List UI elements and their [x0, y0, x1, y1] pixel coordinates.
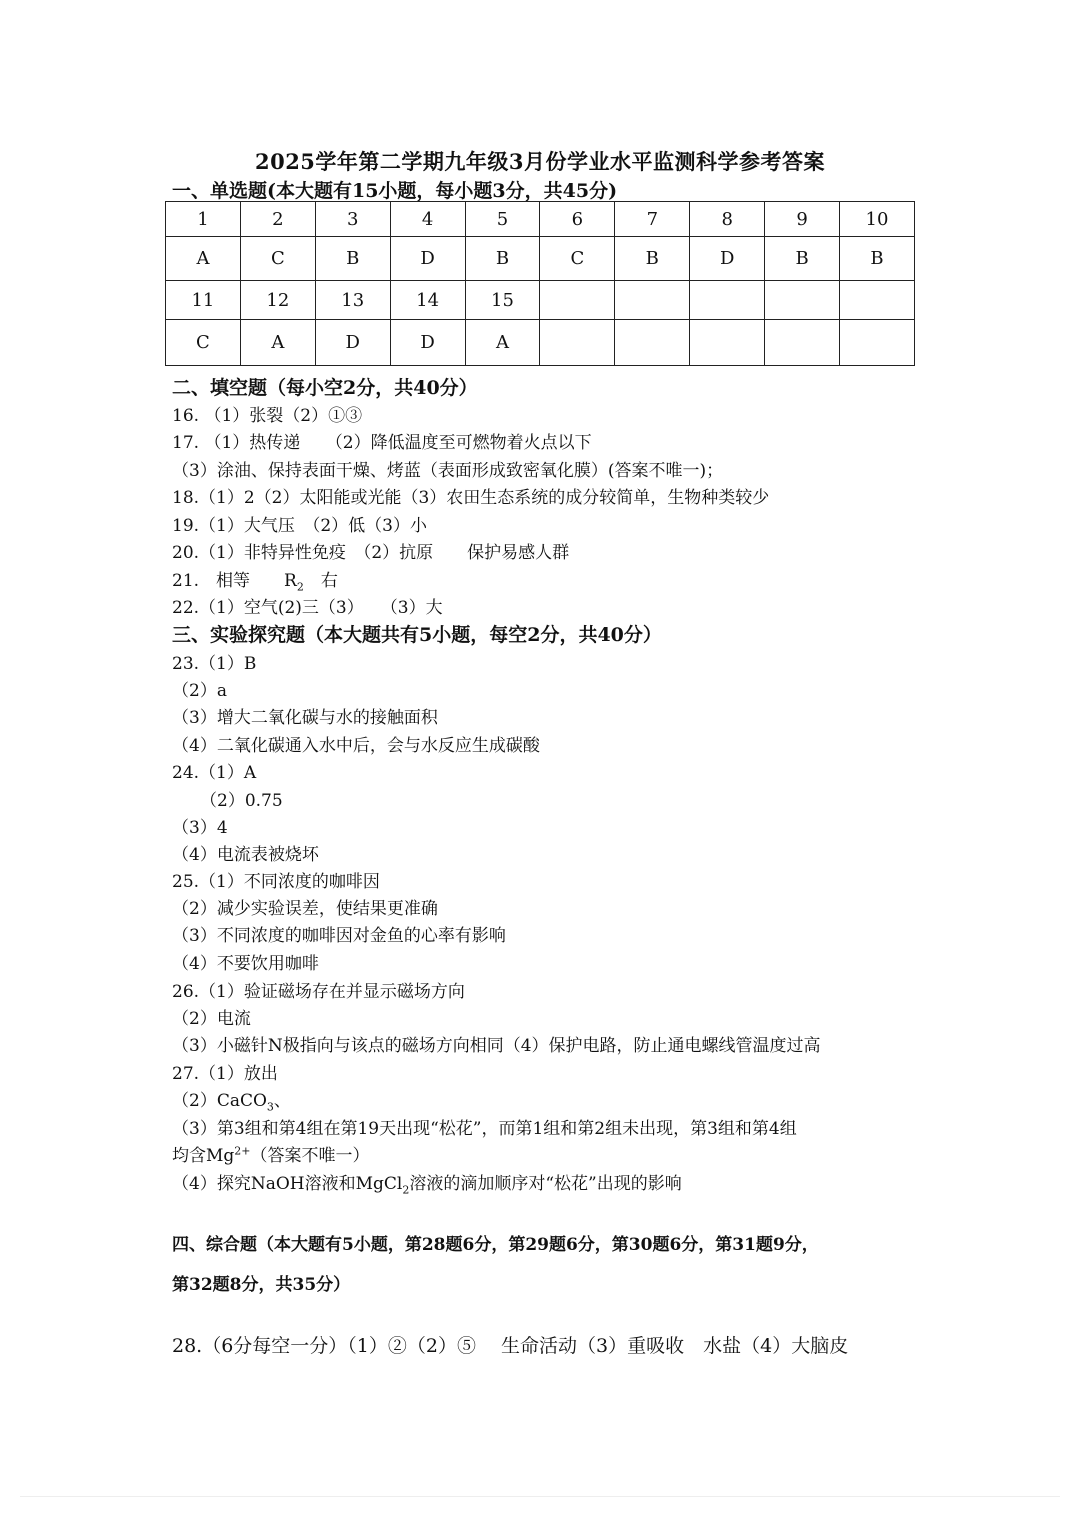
empty-cell [840, 281, 915, 320]
section2-heading: 二、填空题（每小空2分，共40分） [172, 377, 478, 399]
section1-heading: 一、单选题(本大题有15小题，每小题3分，共45分) [172, 180, 618, 202]
mg-superscript: 2+ [234, 1144, 251, 1158]
answer-line-25-1: 25.（1）不同浓度的咖啡因 [172, 872, 380, 892]
answer-line-23-3: （3）增大二氧化碳与水的接触面积 [172, 708, 438, 728]
answer-line-20: 20.（1）非特异性免疫 （2）抗原 保护易感人群 [172, 543, 570, 563]
caco3-text: （2）CaCO [172, 1091, 267, 1111]
section4-heading-line1: 四、综合题（本大题有5小题，第28题6分，第29题6分，第30题6分，第31题9分， [172, 1235, 819, 1255]
question-number-cell: 1 [166, 202, 241, 237]
answer-cell: C [540, 237, 615, 281]
answer-line-27-1: 27.（1）放出 [172, 1064, 278, 1084]
answer-line-23-2: （2）a [172, 681, 227, 701]
answer-line-25-3: （3）不同浓度的咖啡因对金鱼的心率有影响 [172, 926, 506, 946]
empty-cell [690, 320, 765, 366]
table-row [166, 202, 915, 237]
answer-line-26-2: （2）电流 [172, 1009, 251, 1029]
empty-cell [540, 281, 615, 320]
answer-cell: C [240, 237, 315, 281]
caco3-tail: 、 [273, 1091, 291, 1111]
question-number-cell: 8 [690, 202, 765, 237]
empty-cell [690, 281, 765, 320]
answer-cell: A [240, 320, 315, 366]
answer-cell: B [840, 237, 915, 281]
answer-line-23-1: 23.（1）B [172, 654, 257, 674]
answer-line-26-3: （3）小磁针N极指向与该点的磁场方向相同（4）保护电路，防止通电螺线管温度过高 [172, 1036, 821, 1056]
answer-line-18: 18.（1）2（2）太阳能或光能（3）农田生态系统的成分较简单，生物种类较少 [172, 488, 770, 508]
mg-tail: （答案不唯一） [250, 1146, 370, 1166]
answer-line-26-1: 26.（1）验证磁场存在并显示磁场方向 [172, 982, 465, 1002]
empty-cell [765, 281, 840, 320]
answer-line-27-4 [172, 1169, 682, 1196]
answer-cell: C [166, 320, 241, 366]
q21-tail: 右 [303, 571, 338, 591]
q21-subscript: 2 [296, 580, 304, 594]
question-number-cell: 11 [166, 281, 241, 320]
answer-line-28: 28.（6分每空一分）（1）②（2）⑤ 生命活动（3）重吸收 水盐（4）大脑皮 [172, 1335, 849, 1357]
answer-cell: B [765, 237, 840, 281]
answer-line-21 [172, 566, 338, 593]
question-number-cell: 14 [390, 281, 465, 320]
question-number-cell: 5 [465, 202, 540, 237]
mgcl-tail: 溶液的滴加顺序对“松花”出现的影响 [409, 1174, 682, 1194]
answer-line-22: 22.（1）空气(2)三（3） （3）大 [172, 598, 443, 618]
page-title: 2025学年第二学期九年级3月份学业水平监测科学参考答案 [254, 149, 826, 174]
answer-cell: D [390, 237, 465, 281]
answer-line-16: 16. （1）张裂（2）①③ [172, 406, 363, 426]
answer-line-27-2 [172, 1086, 291, 1113]
answer-cell: B [615, 237, 690, 281]
table-row [166, 281, 915, 320]
empty-cell [765, 320, 840, 366]
question-number-cell: 7 [615, 202, 690, 237]
answer-line-24-4: （4）电流表被烧坏 [172, 845, 319, 865]
answer-cell: D [315, 320, 390, 366]
question-number-cell: 13 [315, 281, 390, 320]
caco3-subscript: 3 [266, 1100, 274, 1114]
answer-cell: B [465, 237, 540, 281]
answer-line-27-3-cont [172, 1141, 370, 1166]
bottom-divider [20, 1496, 1060, 1497]
question-number-cell: 4 [390, 202, 465, 237]
answer-line-25-4: （4）不要饮用咖啡 [172, 954, 319, 974]
empty-cell [840, 320, 915, 366]
answer-line-23-4: （4）二氧化碳通入水中后，会与水反应生成碳酸 [172, 736, 540, 756]
answer-cell: B [315, 237, 390, 281]
question-number-cell: 3 [315, 202, 390, 237]
question-number-cell: 15 [465, 281, 540, 320]
empty-cell [615, 281, 690, 320]
question-number-cell: 12 [240, 281, 315, 320]
mgcl-text: （4）探究NaOH溶液和MgCl [172, 1174, 403, 1194]
answer-line-17-3: （3）涂油、保持表面干燥、烤蓝（表面形成致密氧化膜）(答案不唯一)； [172, 461, 724, 481]
section4-heading-line2: 第32题8分，共35分） [172, 1275, 351, 1295]
mgcl-subscript: 2 [402, 1183, 410, 1197]
answer-cell: D [690, 237, 765, 281]
answer-line-25-2: （2）减少实验误差，使结果更准确 [172, 899, 438, 919]
table-row [166, 237, 915, 281]
empty-cell [615, 320, 690, 366]
answer-line-24-2: （2）0.75 [200, 791, 283, 811]
q21-text: 21. 相等 R [172, 571, 297, 591]
section3-heading: 三、实验探究题（本大题共有5小题，每空2分，共40分） [172, 624, 662, 646]
table-row [166, 320, 915, 366]
mg-text: 均含Mg [172, 1146, 235, 1166]
question-number-cell: 10 [840, 202, 915, 237]
answer-line-19: 19.（1）大气压 （2）低（3）小 [172, 516, 427, 536]
answer-line-24-3: （3）4 [172, 818, 228, 838]
question-number-cell: 9 [765, 202, 840, 237]
answer-line-24-1: 24.（1）A [172, 763, 257, 783]
answer-table [165, 201, 915, 366]
question-number-cell: 6 [540, 202, 615, 237]
answer-line-27-3: （3）第3组和第4组在第19天出现“松花”，而第1组和第2组未出现，第3组和第4组 [172, 1119, 797, 1139]
answer-line-17: 17. （1）热传递 （2）降低温度至可燃物着火点以下 [172, 433, 592, 453]
answer-cell: D [390, 320, 465, 366]
answer-cell: A [166, 237, 241, 281]
empty-cell [540, 320, 615, 366]
answer-cell: A [465, 320, 540, 366]
question-number-cell: 2 [240, 202, 315, 237]
